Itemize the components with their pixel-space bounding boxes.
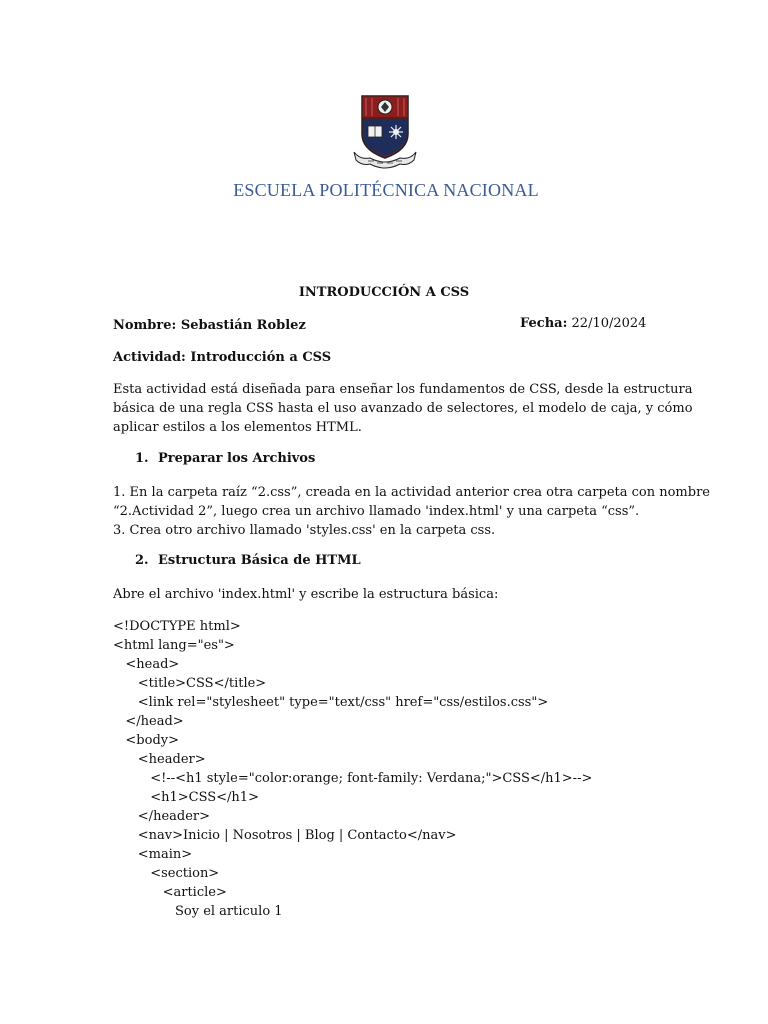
section-line: 1. En la carpeta raíz “2.css”, creada en la actividad anterior crea otra carpeta con nombre (113, 485, 710, 500)
activity-title: Actividad: Introducción a CSS (113, 350, 332, 365)
intro-line: básica de una regla CSS hasta el uso avanzado de selectores, el modelo de caja, y cómo (113, 401, 693, 416)
code-line: <body> (113, 733, 179, 748)
code-line: Soy el articulo 1 (113, 904, 283, 919)
code-line: <h1>CSS</h1> (113, 790, 259, 805)
section-heading-2 (135, 553, 361, 568)
section-line: Abre el archivo 'index.html' y escribe la estructura básica: (113, 587, 499, 602)
code-line: <link rel="stylesheet" type="text/css" href="css/estilos.css"> (113, 695, 549, 710)
section-line: “2.Actividad 2”, luego crea un archivo llamado 'index.html' y una carpeta “css”. (113, 504, 640, 519)
section-number: 2. (135, 553, 149, 568)
code-line: <head> (113, 657, 180, 672)
code-line: <article> (113, 885, 227, 900)
intro-line: aplicar estilos a los elementos HTML. (113, 420, 362, 435)
student-name: Nombre: Sebastián Roblez (113, 318, 306, 333)
section-title: Estructura Básica de HTML (158, 553, 361, 568)
code-line: </head> (113, 714, 184, 729)
section-title: Preparar los Archivos (158, 451, 316, 466)
code-line: </header> (113, 809, 211, 824)
date-label: Fecha: (520, 316, 568, 331)
section-line: 3. Crea otro archivo llamado 'styles.css' en la carpeta css. (113, 523, 496, 538)
section-number: 1. (135, 451, 149, 466)
code-line: <!--<h1 style="color:orange; font-family: Verdana;">CSS</h1>--> (113, 771, 593, 786)
code-line: <header> (113, 752, 206, 767)
section-heading-1 (135, 451, 315, 466)
institution-name: ESCUELA POLITÉCNICA NACIONAL (233, 180, 539, 200)
code-line: <nav>Inicio | Nosotros | Blog | Contacto</nav> (113, 828, 457, 843)
code-line: <main> (113, 847, 193, 862)
school-crest-icon (350, 94, 420, 170)
document-title: INTRODUCCIÓN A CSS (298, 285, 470, 300)
intro-line: Esta actividad está diseñada para enseñar los fundamentos de CSS, desde la estructura (113, 382, 693, 397)
date-value: 22/10/2024 (567, 316, 647, 331)
code-line: <section> (113, 866, 220, 881)
code-line: <html lang="es"> (113, 638, 235, 653)
code-line: <title>CSS</title> (113, 676, 267, 691)
code-line: <!DOCTYPE html> (113, 619, 241, 634)
date-field (520, 316, 646, 331)
